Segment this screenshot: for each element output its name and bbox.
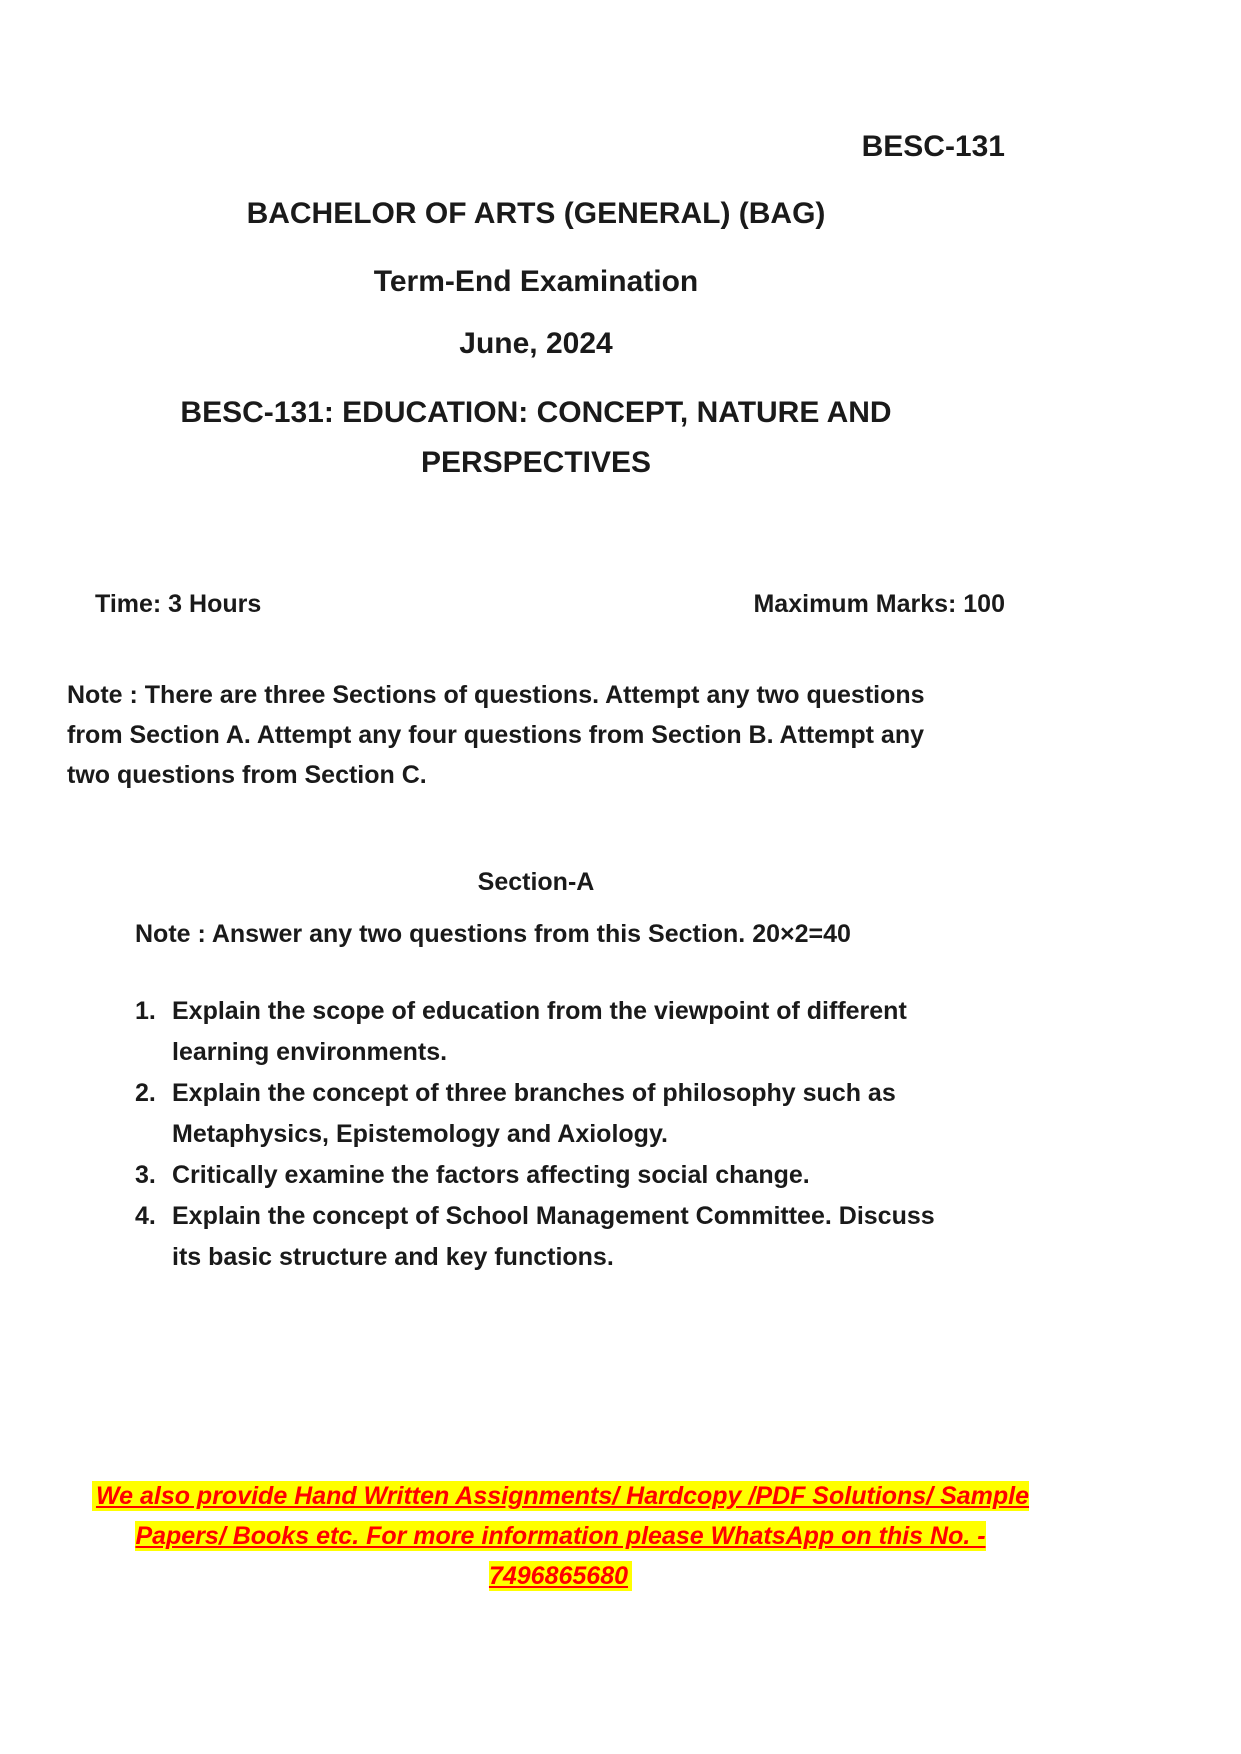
footer-banner	[0, 1476, 1121, 1596]
question-number: 1.	[135, 997, 156, 1025]
question-item-4	[67, 1196, 1005, 1278]
question-text: Explain the scope of education from the viewpoint of different learning environments.	[172, 997, 907, 1066]
course-title: BESC-131: EDUCATION: CONCEPT, NATURE AND PERSPECTIVES	[180, 396, 892, 479]
maximum-marks: Maximum Marks: 100	[753, 590, 1005, 618]
degree-title: BACHELOR OF ARTS (GENERAL) (BAG)	[246, 197, 826, 230]
question-item-3	[67, 1155, 1005, 1196]
question-item-2	[67, 1073, 1005, 1155]
question-text: Critically examine the factors affecting social change.	[172, 1161, 810, 1189]
exam-meta-row	[67, 590, 1005, 619]
section-a-note: Note : Answer any two questions from this Section. 20×2=40	[135, 920, 851, 948]
section-a-heading: Section-A	[477, 868, 595, 896]
general-instructions-note: Note : There are three Sections of questions. Attempt any two questions from Section A. Attempt any four questions from Section B. Attempt any two questions from Section C.	[67, 681, 925, 789]
question-item-1	[67, 991, 1005, 1073]
time-allowed: Time: 3 Hours	[95, 590, 262, 618]
course-code: BESC-131	[861, 130, 1005, 163]
footer-inner	[81, 1476, 1041, 1596]
exam-type-title: Term-End Examination	[373, 265, 699, 298]
footer-promo-text: We also provide Hand Written Assignments/ Hardcopy /PDF Solutions/ Sample Papers/ Books etc. For more information please WhatsApp on this No. - 7496865680	[92, 1481, 1029, 1591]
question-number: 2.	[135, 1079, 156, 1107]
question-number: 3.	[135, 1161, 156, 1189]
question-text: Explain the concept of School Management Committee. Discuss its basic structure and key functions.	[172, 1202, 935, 1271]
question-number: 4.	[135, 1202, 156, 1230]
question-text: Explain the concept of three branches of philosophy such as Metaphysics, Epistemology and Axiology.	[172, 1079, 896, 1148]
question-list	[67, 991, 1005, 1278]
exam-session: June, 2024	[459, 327, 613, 360]
